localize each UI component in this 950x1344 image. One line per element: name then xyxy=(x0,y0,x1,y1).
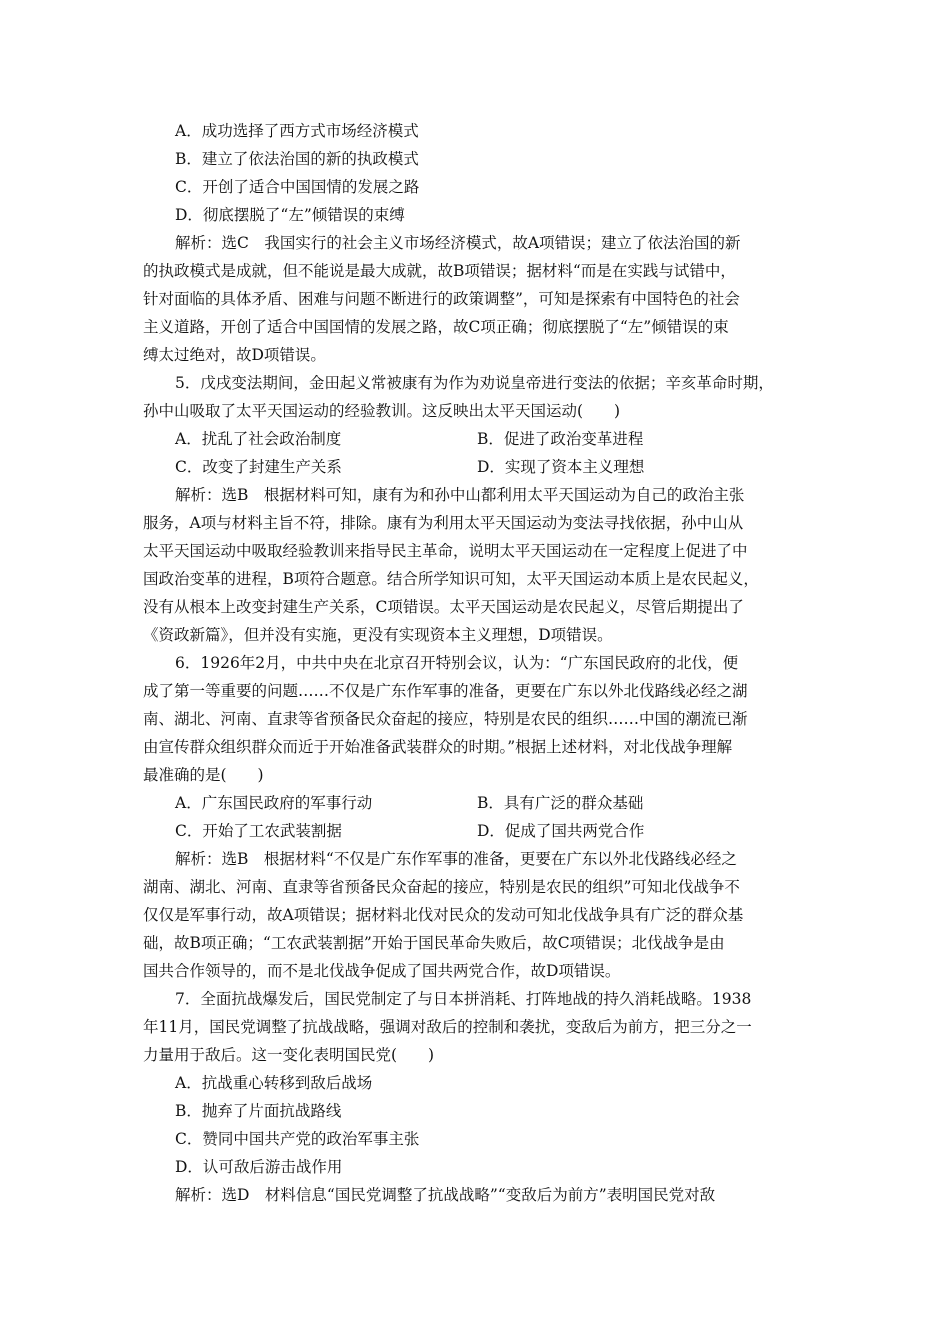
option-c: C．赞同中国共产党的政治军事主张 xyxy=(175,1130,420,1148)
question-7-stem xyxy=(143,985,815,1069)
analysis-line: 针对面临的具体矛盾、困难与问题不断进行的政策调整”，可知是探索有中国特色的社会 xyxy=(143,290,740,308)
question-7-options xyxy=(143,1069,815,1181)
stem-line: 由宣传群众组织群众而近于开始准备武装群众的时期。”根据上述材料，对北伐战争理解 xyxy=(143,738,733,756)
analysis-line: 国政治变革的进程，B项符合题意。结合所学知识可知，太平天国运动本质上是农民起义， xyxy=(143,570,759,588)
option-d: D．促成了国共两党合作 xyxy=(477,822,645,840)
analysis-line: 解析：选C 我国实行的社会主义市场经济模式，故A项错误；建立了依法治国的新 xyxy=(175,234,741,252)
stem-line: 南、湖北、河南、直隶等省预备民众奋起的接应，特别是农民的组织……中国的潮流已渐 xyxy=(143,710,748,728)
option-a: A．成功选择了西方式市场经济模式 xyxy=(175,122,419,140)
question-7-analysis xyxy=(143,1181,815,1209)
option-b: B．抛弃了片面抗战路线 xyxy=(175,1102,342,1120)
question-6-stem xyxy=(143,649,815,789)
stem-line: 孙中山吸取了太平天国运动的经验教训。这反映出太平天国运动( ) xyxy=(143,402,621,420)
stem-line: 5．戊戌变法期间，金田起义常被康有为作为劝说皇帝进行变法的依据；辛亥革命时期， xyxy=(175,374,774,392)
analysis-line: 仅仅是军事行动，故A项错误；据材料北伐对民众的发动可知北伐战争具有广泛的群众基 xyxy=(143,906,744,924)
stem-line: 年11月，国民党调整了抗战战略，强调对敌后的控制和袭扰，变敌后为前方，把三分之一 xyxy=(143,1018,752,1036)
analysis-line: 国共合作领导的，而不是北伐战争促成了国共两党合作，故D项错误。 xyxy=(143,962,621,980)
stem-line: 最准确的是( ) xyxy=(143,766,264,784)
analysis-line: 湖南、湖北、河南、直隶等省预备民众奋起的接应，特别是农民的组织”可知北伐战争不 xyxy=(143,878,740,896)
option-b: B．具有广泛的群众基础 xyxy=(477,794,644,812)
stem-line: 力量用于敌后。这一变化表明国民党( ) xyxy=(143,1046,435,1064)
analysis-line: 解析：选B 根据材料“不仅是广东作军事的准备，更要在广东以外北伐路线必经之 xyxy=(175,850,737,868)
option-d: D．彻底摆脱了“左”倾错误的束缚 xyxy=(175,206,405,224)
stem-line: 6．1926年2月，中共中央在北京召开特别会议，认为：“广东国民政府的北伐，便 xyxy=(175,654,739,672)
stem-line: 成了第一等重要的问题……不仅是广东作军事的准备，更要在广东以外北伐路线必经之湖 xyxy=(143,682,748,700)
analysis-line: 没有从根本上改变封建生产关系，C项错误。太平天国运动是农民起义，尽管后期提出了 xyxy=(143,598,744,616)
question-5-stem xyxy=(143,369,815,425)
analysis-line: 主义道路，开创了适合中国国情的发展之路，故C项正确；彻底摆脱了“左”倾错误的束 xyxy=(143,318,729,336)
option-d: D．认可敌后游击战作用 xyxy=(175,1158,343,1176)
page-content xyxy=(143,117,815,1209)
option-c: C．开始了工农武装割据 xyxy=(175,822,342,840)
option-a: A．扰乱了社会政治制度 xyxy=(175,430,342,448)
question-5-analysis xyxy=(143,481,815,649)
option-row xyxy=(143,789,815,817)
option-row xyxy=(143,425,815,453)
option-a: A．广东国民政府的军事行动 xyxy=(175,794,373,812)
question-6-analysis xyxy=(143,845,815,985)
question-6-options xyxy=(143,789,815,845)
question-4-options xyxy=(143,117,815,229)
question-4-analysis xyxy=(143,229,815,369)
analysis-line: 太平天国运动中吸取经验教训来指导民主革命，说明太平天国运动在一定程度上促进了中 xyxy=(143,542,748,560)
option-c: C．改变了封建生产关系 xyxy=(175,458,342,476)
analysis-line: 解析：选B 根据材料可知，康有为和孙中山都利用太平天国运动为自己的政治主张 xyxy=(175,486,745,504)
analysis-line: 解析：选D 材料信息“国民党调整了抗战战略”“变敌后为前方”表明国民党对敌 xyxy=(175,1186,716,1204)
analysis-line: 的执政模式是成就，但不能说是最大成就，故B项错误；据材料“而是在实践与试错中， xyxy=(143,262,736,280)
option-row xyxy=(143,453,815,481)
option-b: B．促进了政治变革进程 xyxy=(477,430,644,448)
analysis-line: 础，故B项正确；“工农武装割据”开始于国民革命失败后，故C项错误；北伐战争是由 xyxy=(143,934,725,952)
question-5-options xyxy=(143,425,815,481)
option-a: A．抗战重心转移到敌后战场 xyxy=(175,1074,373,1092)
stem-line: 7．全面抗战爆发后，国民党制定了与日本拼消耗、打阵地战的持久消耗战略。1938 xyxy=(175,990,752,1008)
option-b: B．建立了依法治国的新的执政模式 xyxy=(175,150,419,168)
analysis-line: 《资政新篇》，但并没有实施，更没有实现资本主义理想，D项错误。 xyxy=(143,626,613,644)
option-c: C．开创了适合中国国情的发展之路 xyxy=(175,178,420,196)
option-row xyxy=(143,817,815,845)
analysis-line: 服务，A项与材料主旨不符，排除。康有为利用太平天国运动为变法寻找依据，孙中山从 xyxy=(143,514,744,532)
analysis-line: 缚太过绝对，故D项错误。 xyxy=(143,346,326,364)
option-d: D．实现了资本主义理想 xyxy=(477,458,645,476)
